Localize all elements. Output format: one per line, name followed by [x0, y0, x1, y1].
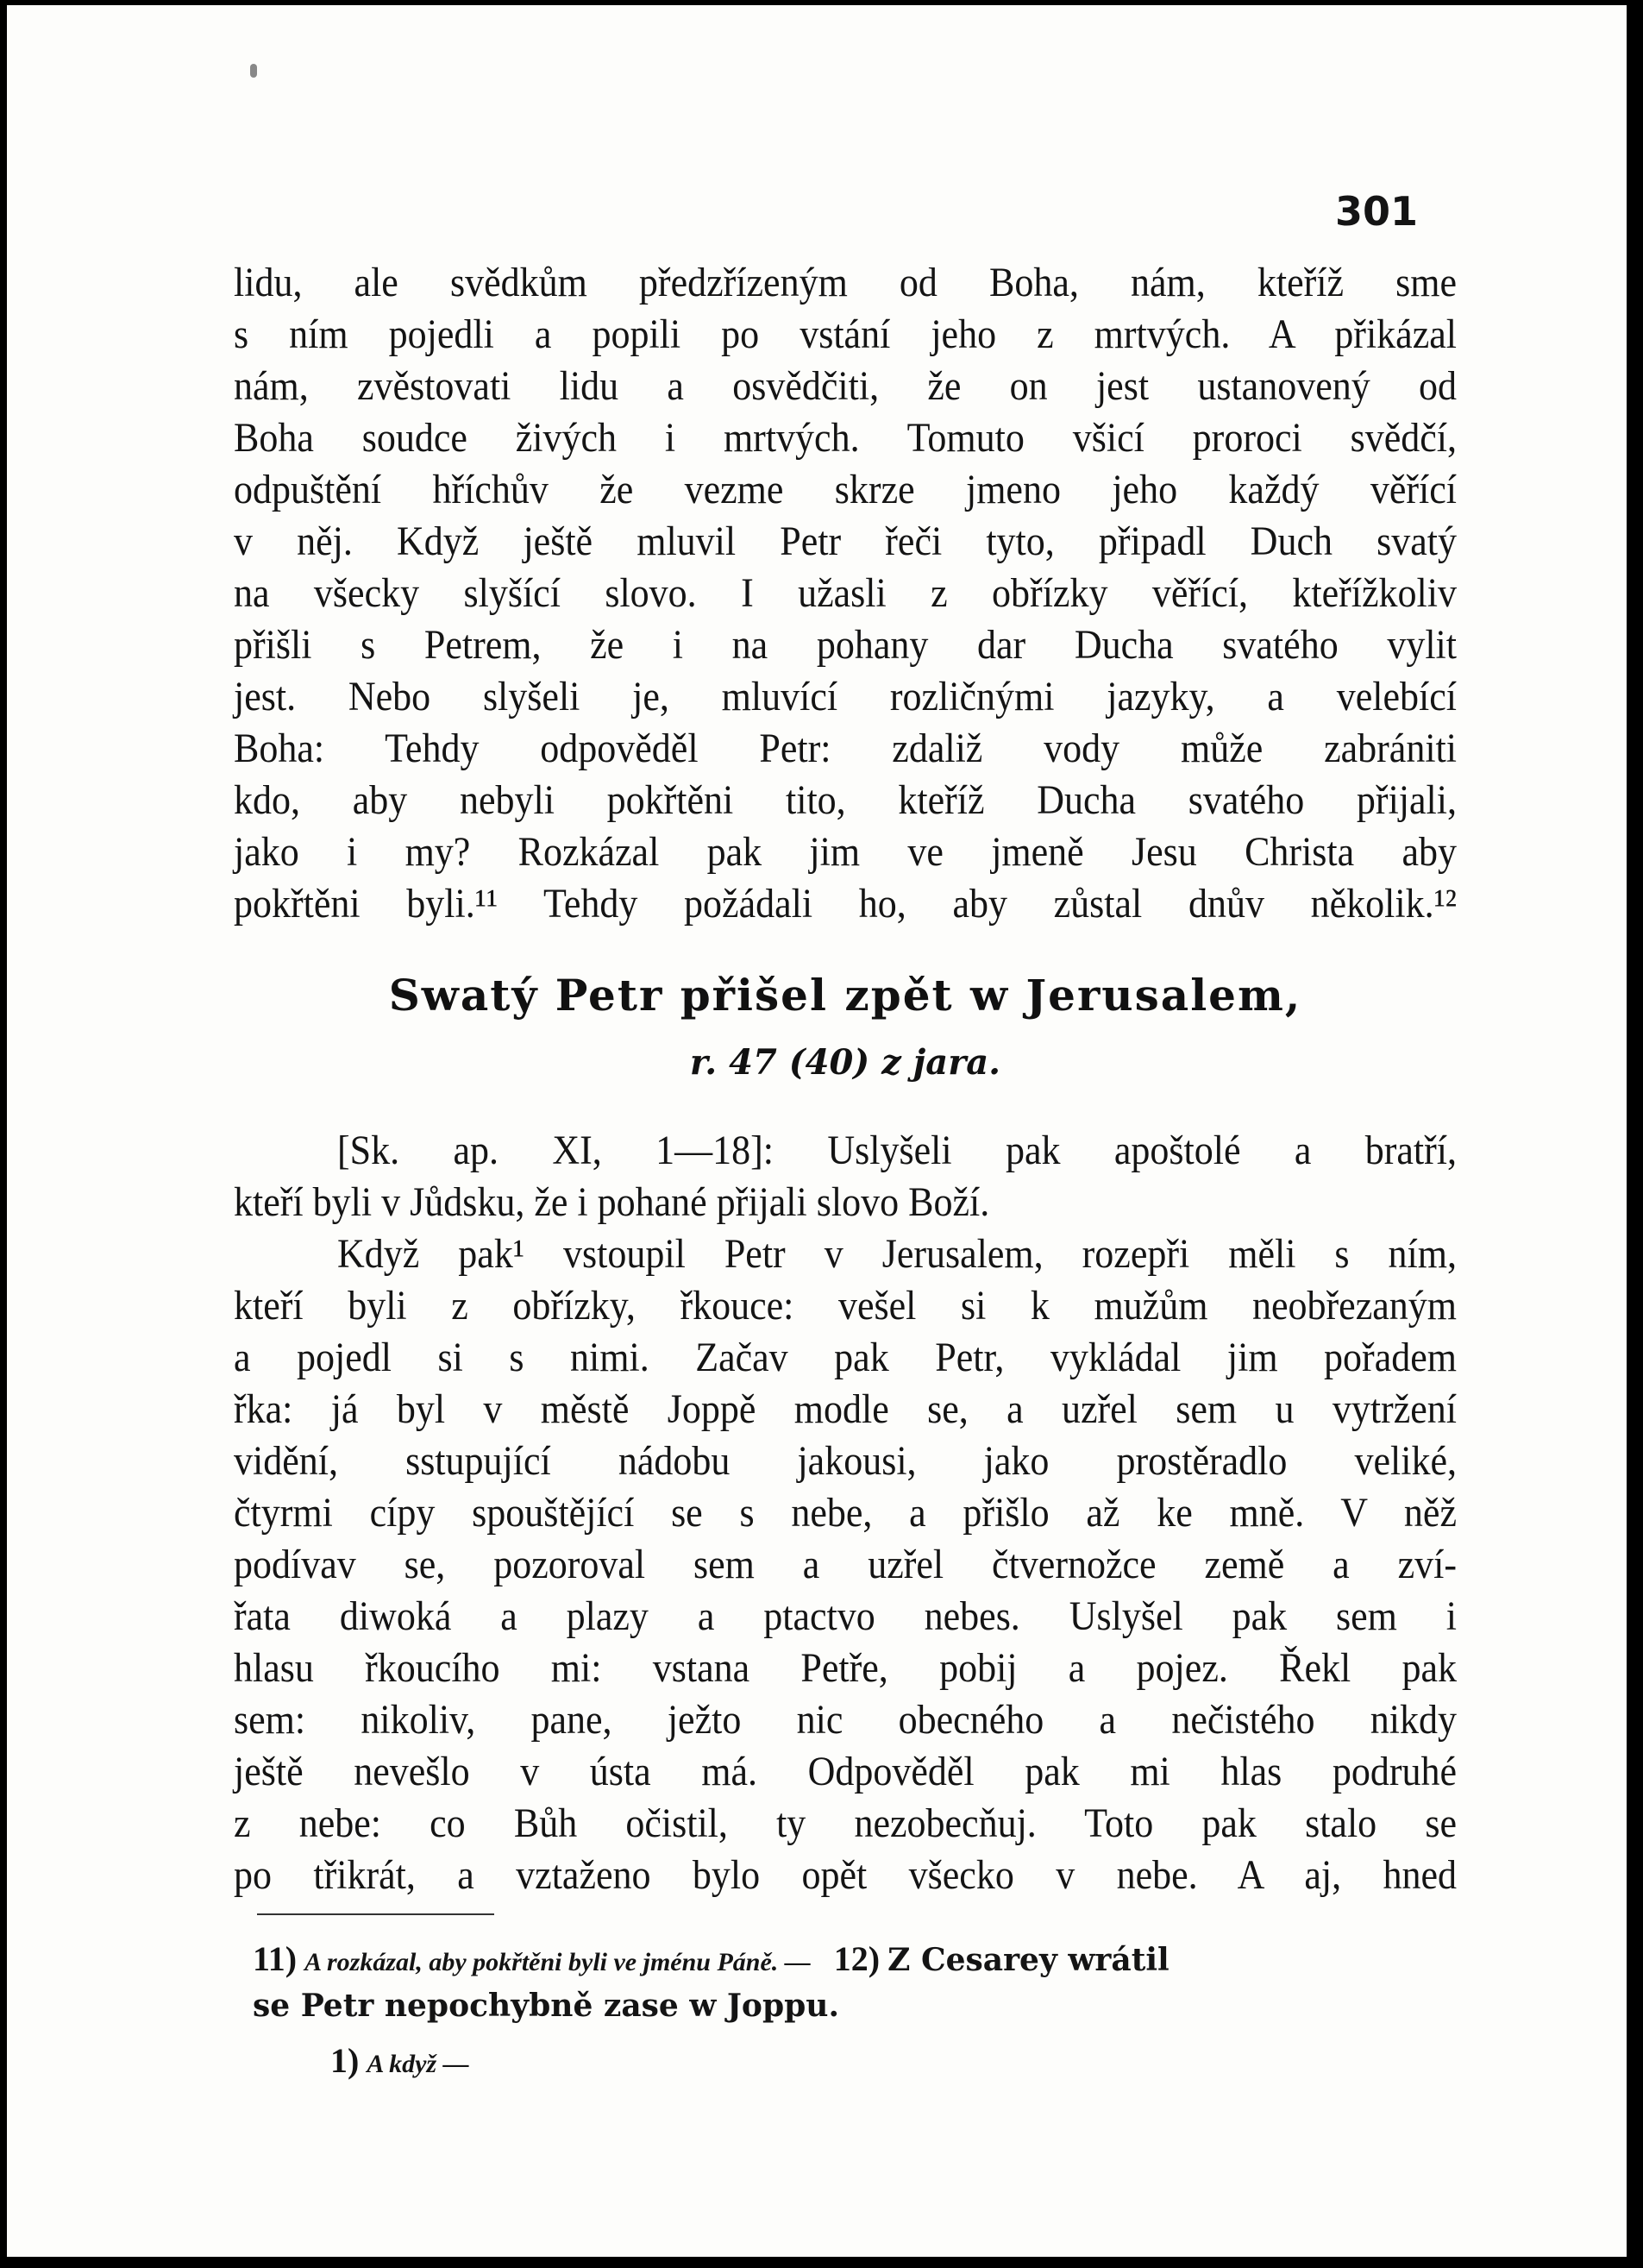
text-line: na všecky slyšící slovo. I užasli z obřízky věřící, kteřížkoliv — [234, 570, 1457, 616]
book-page — [7, 5, 1627, 2257]
text-line: jest. Nebo slyšeli je, mluvící rozličnými jazyky, a velebící — [234, 674, 1457, 719]
footnote-number: 11) — [253, 1939, 298, 1978]
text-line: vidění, sstupující nádobu jakousi, jako prostěradlo veliké, — [234, 1438, 1457, 1484]
text-line: kteří byli z obřízky, řkouce: vešel si k mužům neobřezaným — [234, 1283, 1457, 1329]
footnote-text: A když — — [367, 2050, 469, 2078]
footnote-1 — [330, 2039, 469, 2086]
footnote-12-continued — [253, 1984, 839, 2027]
footnote-text: Z Cesarey wrátil — [887, 1942, 1170, 1978]
text-line: v něj. Když ještě mluvil Petr řeči tyto, připadl Duch svatý — [234, 518, 1457, 564]
text-line: nám, zvěstovati lidu a osvědčiti, že on jest ustanovený od — [234, 363, 1457, 409]
footnote-divider — [257, 1913, 494, 1915]
ink-speck — [250, 64, 257, 78]
text-line: hlasu řkoucího mi: vstana Petře, pobij a pojez. Řekl pak — [234, 1645, 1457, 1691]
footnote-11-12 — [253, 1938, 1170, 1984]
footnote-text: se Petr nepochybně zase w Joppu. — [253, 1988, 839, 2024]
text-line: přišli s Petrem, že i na pohany dar Ducha svatého vylit — [234, 622, 1457, 668]
text-line: lidu, ale svědkům předzřízeným od Boha, nám, kteříž sme — [234, 260, 1457, 305]
page-number: 301 — [1335, 188, 1419, 235]
text-line: kteří byli v Jůdsku, že i pohané přijali slovo Boží. — [234, 1179, 990, 1225]
section-heading: Swatý Petr přišel zpět w Jerusalem, — [388, 970, 1302, 1021]
text-line: řata diwoká a plazy a ptactvo nebes. Uslyšel pak sem i — [234, 1593, 1457, 1639]
text-line: odpuštění hříchův že vezme skrze jmeno jeho každý věřící — [234, 467, 1457, 512]
text-line: Boha soudce živých i mrtvých. Tomuto všicí proroci svědčí, — [234, 415, 1457, 461]
text-line: Když pak¹ vstoupil Petr v Jerusalem, rozepři měli s ním, — [337, 1231, 1457, 1277]
text-line: jako i my? Rozkázal pak jim ve jmeně Jesu Christa aby — [234, 829, 1457, 875]
text-line: z nebe: co Bůh očistil, ty nezobecňuj. Toto pak stalo se — [234, 1800, 1457, 1846]
text-line: podívav se, pozoroval sem a uzřel čtvernožce země a zví- — [234, 1542, 1457, 1587]
text-line: kdo, aby nebyli pokřtěni tito, kteříž Ducha svatého přijali, — [234, 777, 1457, 823]
section-subheading: r. 47 (40) z jara. — [689, 1042, 1001, 1083]
footnote-text: A rozkázal, aby pokřtěni byli ve jménu Páně. — — [304, 1948, 811, 1976]
text-line: s ním pojedli a popili po vstání jeho z mrtvých. A přikázal — [234, 311, 1457, 357]
text-line: čtyrmi cípy spouštějící se s nebe, a přišlo až ke mně. V něž — [234, 1490, 1457, 1536]
footnote-number: 12) — [833, 1939, 881, 1978]
text-line: [Sk. ap. XI, 1—18]: Uslyšeli pak apoštolé a bratří, — [337, 1128, 1457, 1173]
text-line: ještě nevešlo v ústa má. Odpověděl pak mi hlas podruhé — [234, 1749, 1457, 1794]
text-line: a pojedl si s nimi. Začav pak Petr, vykládal jim pořadem — [234, 1335, 1457, 1380]
text-line: Boha: Tehdy odpověděl Petr: zdaliž vody může zabrániti — [234, 726, 1457, 771]
text-line: řka: já byl v městě Joppě modle se, a uzřel sem u vytržení — [234, 1386, 1457, 1432]
text-line: po třikrát, a vztaženo bylo opět všecko v nebe. A aj, hned — [234, 1852, 1457, 1898]
footnote-number: 1) — [330, 2041, 360, 2080]
text-line: pokřtěni byli.¹¹ Tehdy požádali ho, aby zůstal dnův několik.¹² — [234, 881, 1457, 927]
text-line: sem: nikoliv, pane, ježto nic obecného a nečistého nikdy — [234, 1697, 1457, 1743]
